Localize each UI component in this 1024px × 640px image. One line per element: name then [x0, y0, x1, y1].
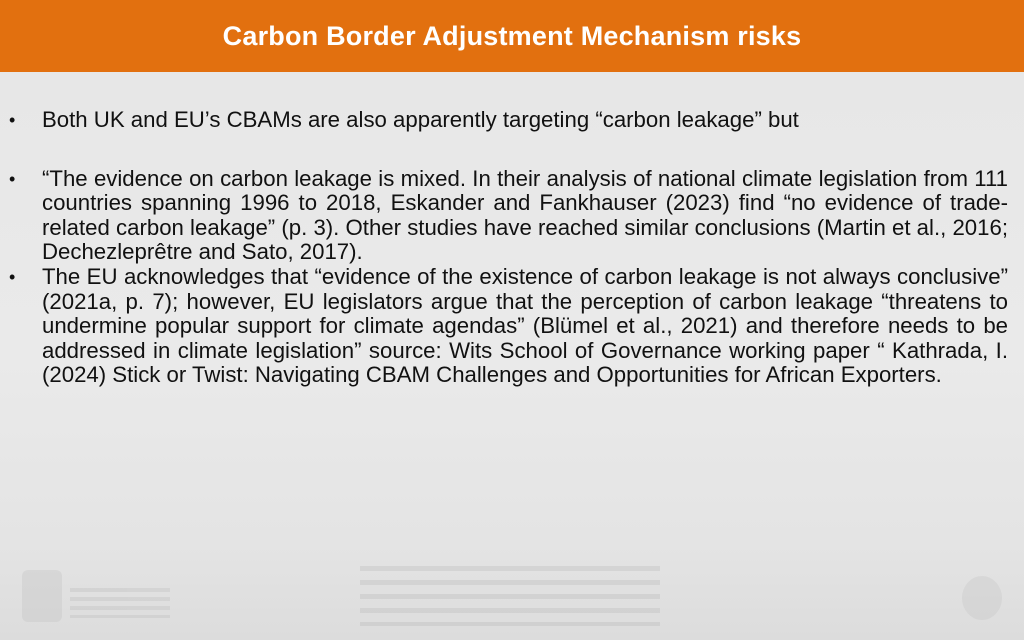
bullet-item	[0, 167, 1024, 265]
bullet-item	[0, 265, 1024, 388]
footer-text-watermark	[360, 566, 660, 626]
bullet-dot: •	[9, 168, 16, 189]
title-bar	[0, 0, 1024, 72]
bullet-dot: •	[9, 266, 16, 287]
bullet-text: Both UK and EU’s CBAMs are also apparently targeting “carbon leakage” but	[42, 107, 799, 132]
footer-watermark	[0, 550, 1024, 640]
bullet-dot: •	[9, 110, 16, 130]
bullet-text: The EU acknowledges that “evidence of the existence of carbon leakage is not always conclusive” (2021a, p. 7); however, EU legislators argue that the perception of carbon leakage “threatens to undermine popular support for climate agendas” (Blümel et al., 2021) and therefore needs to be addressed in climate legislation” source: Wits School of Governance working paper “ Kathrada, I. (2024) Stick or Twist: Navigating CBAM Challenges and Opportunities for African Exporters.	[42, 263, 1008, 388]
bullet-text: “The evidence on carbon leakage is mixed. In their analysis of national climate legislation from 111 countries spanning 1996 to 2018, Eskander and Fankhauser (2023) find “no evidence of trade-related carbon leakage” (p. 3). Other studies have reached similar conclusions (Martin et al., 2016; Dechezleprêtre and Sato, 2017).	[42, 165, 1008, 265]
logo-caption-watermark	[70, 588, 170, 618]
university-logo-watermark	[22, 570, 62, 622]
slide-title: Carbon Border Adjustment Mechanism risks	[222, 20, 802, 51]
emblem-watermark	[962, 576, 1002, 620]
slide-body	[0, 108, 1024, 388]
bullet-item	[0, 108, 1024, 133]
